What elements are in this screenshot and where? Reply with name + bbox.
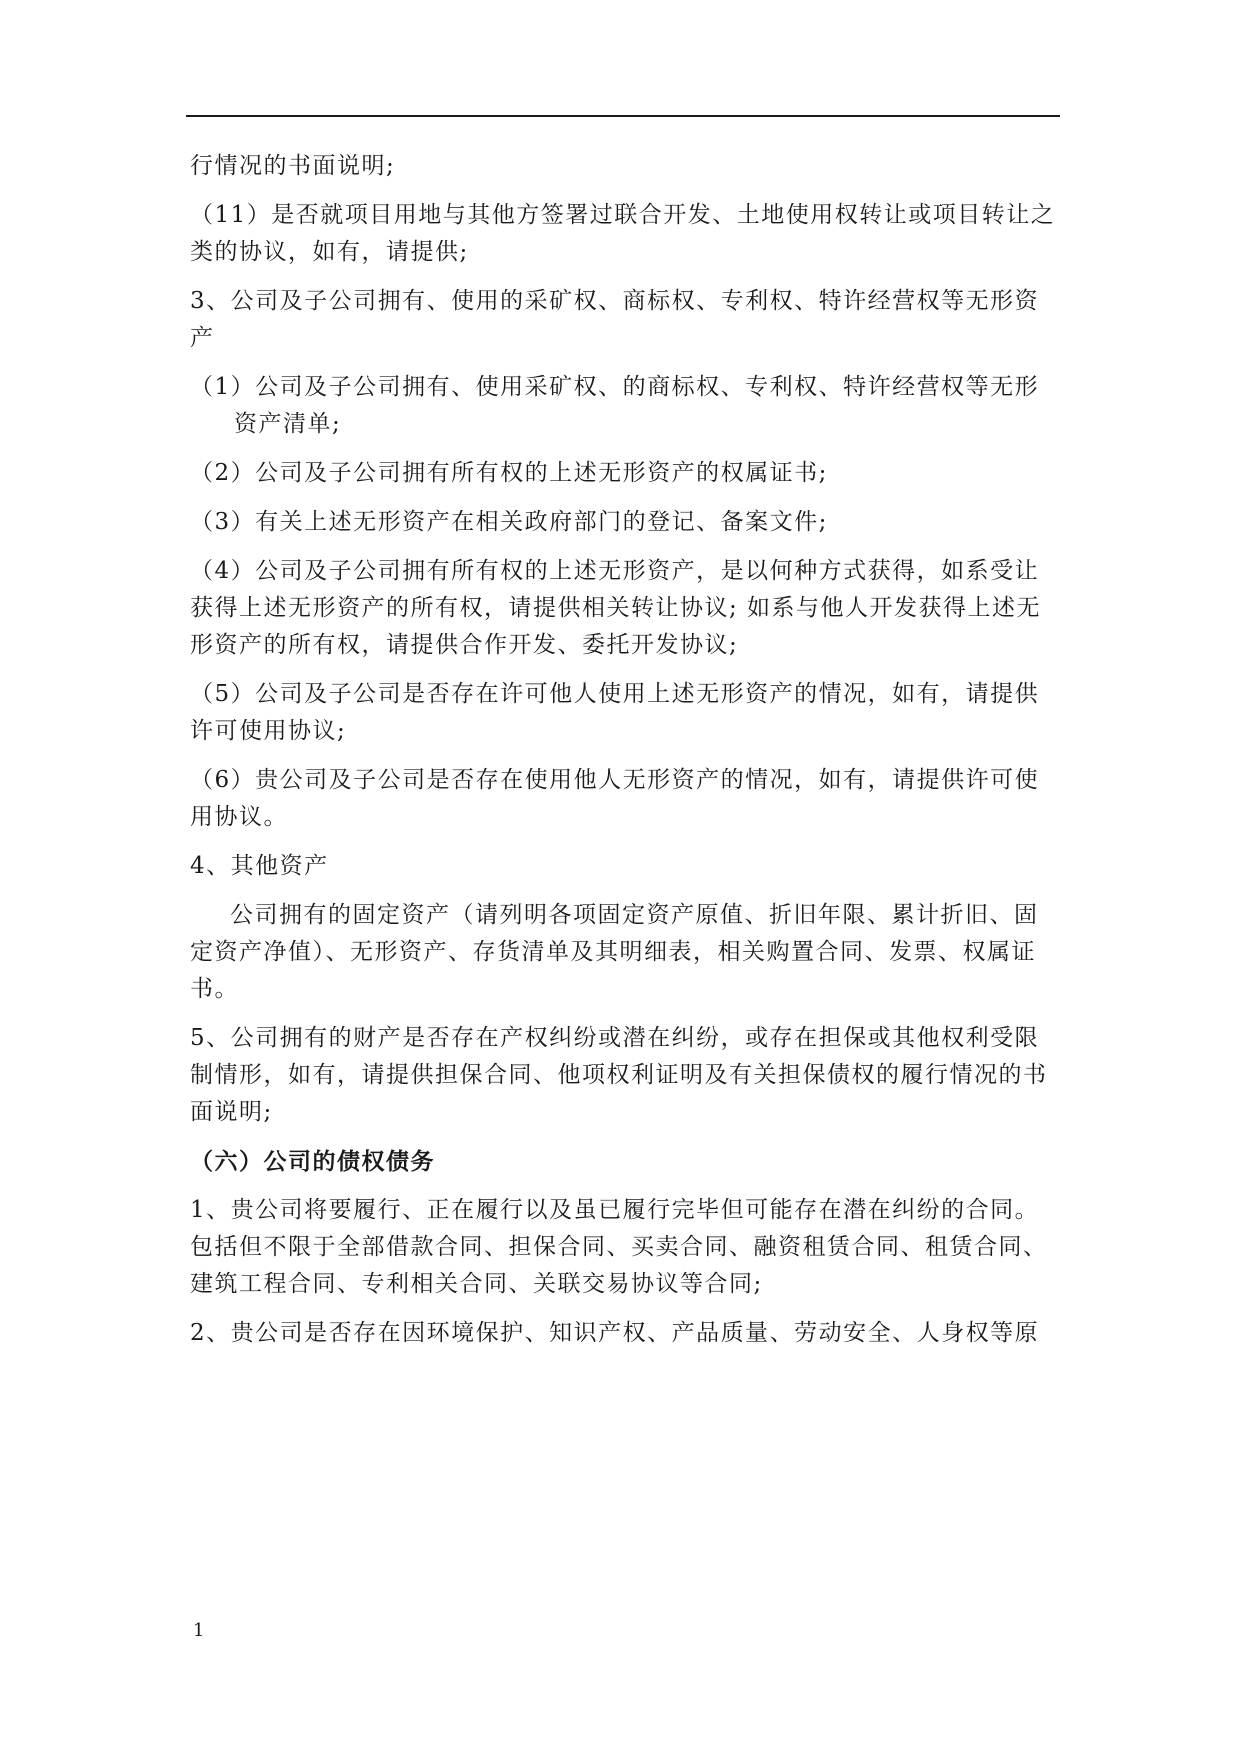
page-number: 1 (193, 1620, 205, 1641)
paragraph-item-11: （11）是否就项目用地与其他方签署过联合开发、土地使用权转让或项目转让之类的协议，如有，请提供; (190, 202, 1056, 265)
paragraph-item-3: （3）有关上述无形资产在相关政府部门的登记、备案文件; (190, 509, 828, 535)
paragraph-debts-2: 2、贵公司是否存在因环境保护、知识产权、产品质量、劳动安全、人身权等原 (190, 1320, 1040, 1346)
paragraph-item-4: （4）公司及子公司拥有所有权的上述无形资产，是以何种方式获得，如系受让获得上述无形资产的所有权，请提供相关转让协议; 如系与他人开发获得上述无形资产的所有权，请提供合作开发、委托开发协议; (190, 558, 1042, 658)
paragraph-item-6: （6）贵公司及子公司是否存在使用他人无形资产的情况，如有，请提供许可使用协议。 (190, 767, 1040, 830)
paragraph-item-5: （5）公司及子公司是否存在许可他人使用上述无形资产的情况，如有，请提供许可使用协议; (190, 681, 1040, 744)
header-rule (186, 115, 1060, 117)
section-heading-debts: （六）公司的债权债务 (190, 1148, 435, 1175)
paragraph-continuation: 行情况的书面说明; (190, 153, 396, 179)
document-body (190, 148, 1062, 1364)
paragraph-section-4: 4、其他资产 (190, 853, 329, 879)
paragraph-other-assets: 公司拥有的固定资产（请列明各项固定资产原值、折旧年限、累计折旧、固定资产净值）、无形资产、存货清单及其明细表，相关购置合同、发票、权属证书。 (190, 902, 1039, 1002)
paragraph-item-2: （2）公司及子公司拥有所有权的上述无形资产的权属证书; (190, 460, 828, 486)
paragraph-item-1: （1）公司及子公司拥有、使用采矿权、的商标权、专利权、特许经营权等无形资产清单; (190, 374, 1040, 437)
paragraph-section-3: 3、公司及子公司拥有、使用的采矿权、商标权、专利权、特许经营权等无形资产 (190, 288, 1040, 351)
paragraph-debts-1: 1、贵公司将要履行、正在履行以及虽已履行完毕但可能存在潜在纠纷的合同。包括但不限于全部借款合同、担保合同、买卖合同、融资租赁合同、租赁合同、建筑工程合同、专利相关合同、关联交易协议等合同; (190, 1197, 1048, 1297)
paragraph-section-5: 5、公司拥有的财产是否存在产权纠纷或潜在纠纷，或存在担保或其他权利受限制情形，如有，请提供担保合同、他项权利证明及有关担保债权的履行情况的书面说明; (190, 1025, 1048, 1125)
